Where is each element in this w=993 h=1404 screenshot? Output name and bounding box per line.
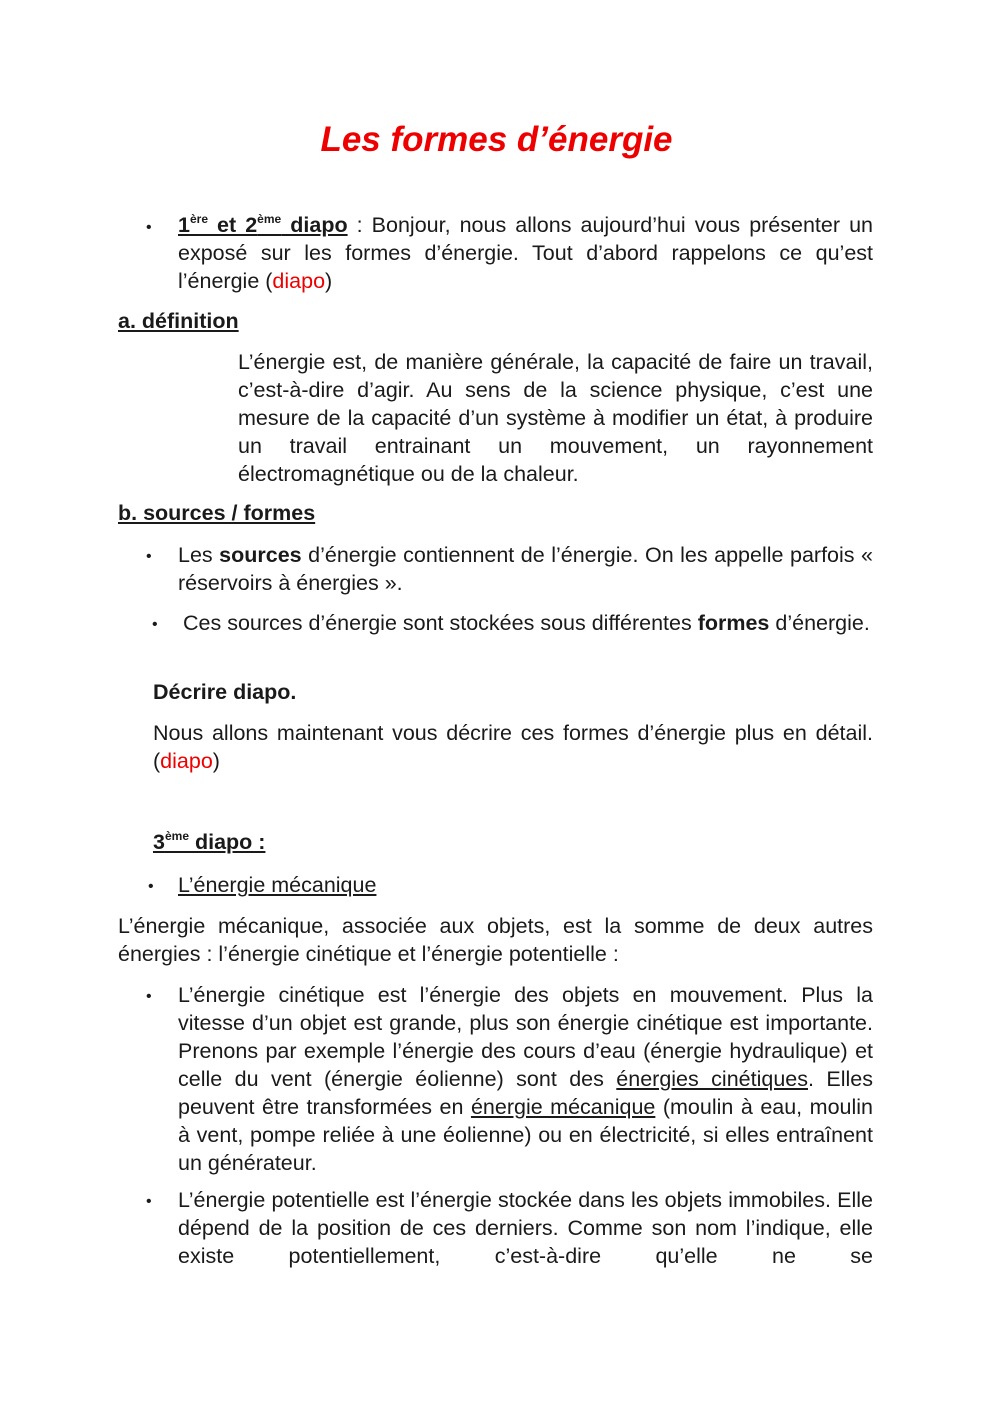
bullet-marker: •	[146, 219, 152, 236]
slide3-heading: 3ème diapo :	[153, 829, 266, 854]
section-b-heading: b. sources / formes	[118, 501, 316, 525]
intro-slide-label: 1ère et 2ème diapo	[178, 212, 348, 237]
mecanique-bullet: L’énergie mécanique	[178, 873, 377, 897]
bullet-marker: •	[146, 1193, 152, 1210]
sources-bullet: Les sources d’énergie contiennent de l’énergie. On les appelle parfois « réservoirs à énergies ».	[178, 543, 873, 595]
diapo-marker: diapo	[160, 749, 213, 773]
bullet-marker: •	[146, 988, 152, 1005]
section-a-heading: a. définition	[118, 309, 239, 333]
bullet-marker: •	[152, 616, 158, 633]
transition-paragraph: Nous allons maintenant vous décrire ces formes d’énergie plus en détail. (diapo)	[153, 721, 873, 773]
diapo-marker: diapo	[272, 269, 326, 293]
mecanique-paragraph: L’énergie mécanique, associée aux objets, est la somme de deux autres énergies : l’énergie cinétique et l’énergie potentielle :	[118, 914, 873, 966]
bullet-marker: •	[148, 878, 154, 895]
bullet-marker: •	[146, 548, 152, 565]
decrire-note: Décrire diapo.	[153, 680, 297, 704]
intro-paragraph: 1ère et 2ème diapo : Bonjour, nous allons aujourd’hui vous présenter un exposé sur les formes d’énergie. Tout d’abord rappelons ce qu’est l’énergie (diapo)	[178, 212, 873, 293]
formes-bullet: Ces sources d’énergie sont stockées sous différentes formes d’énergie.	[183, 611, 870, 635]
potentielle-bullet: L’énergie potentielle est l’énergie stockée dans les objets immobiles. Elle dépend de la position de ces derniers. Comme son nom l’indique, elle existe potentiellement, c’est-à-dire qu’elle ne se	[178, 1188, 873, 1268]
definition-paragraph: L’énergie est, de manière générale, la capacité de faire un travail, c’est-à-dire d’agir. Au sens de la science physique, c’est une mesure de la capacité d’un système à modifier un état, à produire un travail entrainant un mouvement, un rayonnement électromagnétique ou de la chaleur.	[238, 350, 873, 486]
cinetique-bullet: L’énergie cinétique est l’énergie des objets en mouvement. Plus la vitesse d’un objet est grande, plus son énergie cinétique est importante. Prenons par exemple l’énergie des cours d’eau (énergie hydraulique) et celle du vent (énergie éolienne) sont des énergies cinétiques. Elles peuvent être transformées en énergie mécanique (moulin à eau, moulin à vent, pompe reliée à une éolienne) ou en électricité, si elles entraînent un générateur.	[178, 983, 873, 1175]
page-title: Les formes d’énergie	[320, 120, 673, 159]
